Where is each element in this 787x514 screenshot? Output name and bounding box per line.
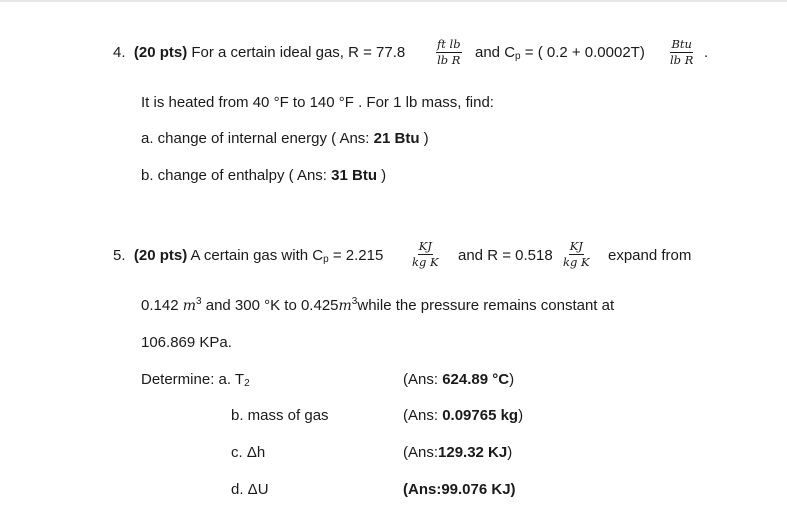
problem-5-determine (141, 371, 250, 389)
problem-5-answer-a-value: 624.89 °C (442, 371, 510, 388)
problem-5-part-c: c. Δh (231, 444, 266, 461)
problem-4-part-a (141, 130, 429, 148)
problem-5-answer-b (403, 407, 523, 425)
problem-4-cp-unit-den: lb R (670, 53, 694, 67)
problem-5-answer-c-post: ) (507, 444, 513, 461)
problem-5-answer-d: (Ans:99.076 KJ) (403, 481, 516, 498)
problem-4-cp-expr: = ( 0.2 + 0.0002T) (524, 44, 645, 61)
problem-5-answer-a (403, 371, 514, 389)
problem-4-part-a-text: a. change of internal energy ( Ans: (141, 130, 374, 147)
problem-4-cp (475, 44, 645, 62)
problem-5-pressure: 106.869 KPa. (141, 334, 232, 351)
problem-5-answer-a-pre: (Ans: (403, 371, 443, 388)
problem-4-part-b-close: ) (376, 167, 387, 184)
problem-5-line-2 (141, 297, 614, 315)
problem-5-line-2-b: and 300 °K to 0.425 (201, 297, 339, 314)
problem-5-volume-unit-1: m (182, 298, 196, 314)
problem-5-determine-text: Determine: a. T (141, 371, 245, 388)
problem-4-heated-text: It is heated from 40 °F to 140 °F . For 1 lb mass, find: (141, 94, 494, 111)
problem-5-answer-b-post: ) (518, 407, 524, 424)
problem-5-expand: expand from (608, 247, 692, 264)
problem-4-cp-unit (670, 38, 693, 67)
problem-5-number: 5. (113, 247, 126, 264)
problem-4-cp-unit-num: Btu (671, 37, 692, 51)
problem-4-and-cp: and C (475, 44, 516, 61)
problem-5-r-value: and R = 0.518 (458, 247, 553, 264)
problem-5-cp-value: = 2.215 (332, 247, 384, 264)
problem-4-r-unit-den: lb R (437, 53, 461, 67)
problem-5-volume-exp-1: 3 (196, 296, 202, 307)
problem-5-cp-sub: p (323, 254, 329, 265)
problem-4-r-unit-num: ft lb (437, 37, 461, 51)
problem-5-answer-b-pre: (Ans: (403, 407, 443, 424)
problem-4-part-b-text: b. change of enthalpy ( Ans: (141, 167, 332, 184)
problem-5-volume-unit-2: m (338, 298, 352, 314)
problem-4-intro: For a certain ideal gas, R = 77.8 (191, 44, 406, 61)
problem-5-points: (20 pts) (133, 247, 188, 264)
problem-5-intro: A certain gas with C (190, 247, 324, 264)
problem-5-r-unit-den: kg K (563, 255, 590, 269)
problem-5-line-1 (113, 247, 383, 265)
problem-4-period: . (704, 44, 709, 61)
problem-5-part-b: b. mass of gas (231, 407, 329, 424)
problem-4-part-b (141, 167, 386, 185)
problem-4-number: 4. (113, 44, 126, 61)
problem-4-cp-sub: p (515, 51, 521, 62)
problem-5-cp-unit-den: kg K (412, 255, 439, 269)
problem-4-part-a-close: ) (419, 130, 429, 147)
problem-5-r-unit (563, 240, 590, 269)
problem-5-line-2-a: 0.142 (141, 297, 183, 314)
problem-5-part-d: d. ΔU (231, 481, 269, 498)
problem-5-r-unit-num: KJ (569, 239, 583, 253)
problem-4-r-unit (436, 38, 462, 67)
problem-5-volume-exp-2: 3 (351, 296, 358, 307)
problem-5-t-sub: 2 (244, 378, 250, 389)
problem-4-part-b-answer: 31 Btu (331, 167, 377, 184)
problem-4-points: (20 pts) (133, 44, 188, 61)
problem-5-answer-a-post: ) (509, 371, 515, 388)
page-top-border (0, 0, 787, 2)
problem-4-line-1 (113, 44, 405, 62)
problem-5-line-2-c: while the pressure remains constant at (357, 297, 615, 314)
problem-5-cp-unit-num: KJ (418, 239, 432, 253)
problem-5-cp-unit (412, 240, 439, 269)
problem-5-answer-b-value: 0.09765 kg (442, 407, 519, 424)
problem-5-answer-c (403, 444, 512, 462)
problem-4-part-a-answer: 21 Btu (373, 130, 420, 147)
problem-5-answer-c-pre: (Ans: (403, 444, 439, 461)
problem-5-answer-c-value: 129.32 KJ (438, 444, 508, 461)
